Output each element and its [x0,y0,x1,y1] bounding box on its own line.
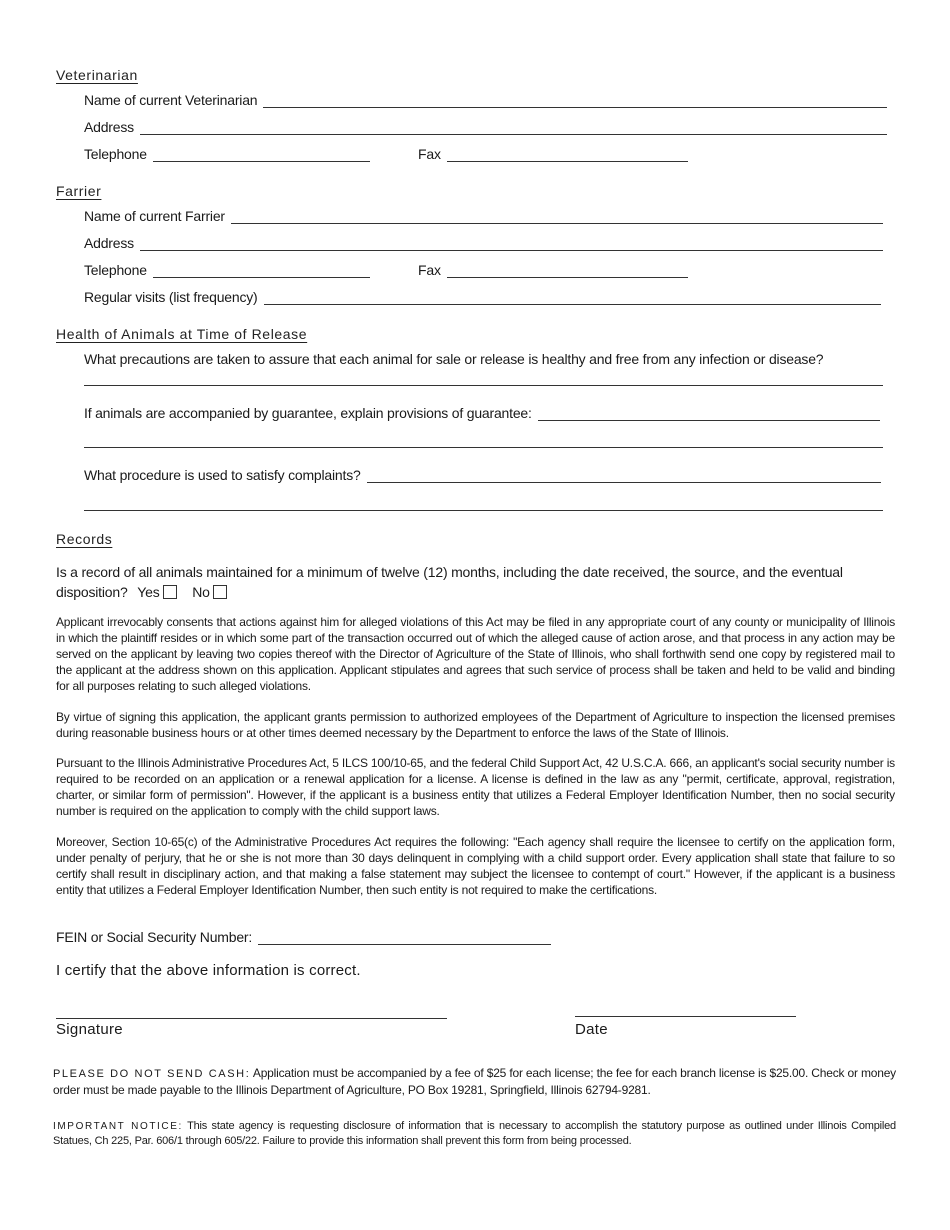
consent-paragraph: Applicant irrevocably consents that actions against him for alleged violations of this Act may be filed in any appropriate court of any county or municipality of Illinois in which the plaintiff resides or in which some part of the transaction occurred out of which the alleged cause of action arose, and that process in any action may be served on the applicant by leaving two copies thereof with the Director of Agriculture of the State of Illinois, who shall forthwith send one copy by registered mail to the applicant at the address shown on this application. Applicant stipulates and agrees that such service of process shall be taken and held to be valid and binding for all purposes relating to such alleged violations. [56,615,895,693]
farrier-visits-field[interactable] [84,289,881,305]
important-notice [53,1119,896,1149]
fein-ssn-label: FEIN or Social Security Number: [56,929,253,945]
health-guarantee-field[interactable] [84,405,880,421]
records-yes-checkbox[interactable] [163,585,177,599]
veterinarian-name-field[interactable] [84,92,887,108]
veterinarian-fax-field[interactable] [418,146,688,162]
veterinarian-address-field[interactable] [84,119,887,135]
farrier-telephone-field[interactable] [84,262,370,278]
health-complaints-field[interactable] [84,467,881,483]
fein-ssn-field[interactable] [56,929,551,945]
farrier-fax-label: Fax [418,262,441,278]
section-10-65-paragraph: Moreover, Section 10-65(c) of the Administrative Procedures Act requires the following: "Each agency shall require the licensee to certify on the application form, under penalty of perjury, that he or she is not more than 30 days delinquent in complying with a child support order. Every application shall state that failure to so certify shall result in disciplinary action, and that making a false statement may subject the licensee to contempt of court." However, if the applicant is a business entity that utilizes a Federal Employer Identification Number, then such entity is not required to make the certifications. [56,835,895,897]
ssn-act-paragraph: Pursuant to the Illinois Administrative Procedures Act, 5 ILCS 100/10-65, and the federal Child Support Act, 42 U.S.C.A. 666, an applicant's social security number is required to be recorded on an application or a renewal application for a license. A license is defined in the law as any "permit, certificate, approval, registration, charter, or similar form of permission". However, if the applicant is a business entity that utilizes a Federal Employer Identification Number, then no social security number is required on the application to comply with the child support laws. [56,756,895,818]
farrier-name-label: Name of current Farrier [84,208,225,224]
date-line[interactable] [575,1016,796,1017]
veterinarian-fax-label: Fax [418,146,441,162]
cash-notice [53,1065,896,1098]
farrier-address-label: Address [84,235,134,251]
veterinarian-name-label: Name of current Veterinarian [84,92,258,108]
health-answer-guarantee-line[interactable] [84,447,883,448]
health-question-complaints: What procedure is used to satisfy complaints? [84,467,361,483]
veterinarian-address-label: Address [84,119,134,135]
certify-statement: I certify that the above information is correct. [56,962,361,979]
signature-line[interactable] [56,1018,447,1019]
records-no-label: No [192,584,210,600]
veterinarian-telephone-label: Telephone [84,146,147,162]
farrier-address-field[interactable] [84,235,883,251]
records-yes-label: Yes [137,584,160,600]
farrier-heading: Farrier [56,183,102,199]
records-question [56,562,886,602]
date-label: Date [575,1021,608,1038]
permission-paragraph: By virtue of signing this application, the applicant grants permission to authorized employees of the Department of Agriculture to inspection the licensed premises during reasonable business hours or at other times deemed necessary by the Department to enforce the laws of the State of Illinois. [56,710,895,740]
farrier-telephone-label: Telephone [84,262,147,278]
health-heading: Health of Animals at Time of Release [56,326,308,342]
health-answer-complaints-line[interactable] [84,510,883,511]
cash-notice-lead: PLEASE DO NOT SEND CASH: [53,1068,251,1080]
veterinarian-heading: Veterinarian [56,67,138,83]
farrier-fax-field[interactable] [418,262,688,278]
cash-notice-text: Application must be accompanied by a fee of $25 for each license; the fee for each branch license is $25.00. Check or money order must be made payable to the Illinois Department of Agriculture, PO Box 19281, Springfield, Illinois 62794-9281. [53,1066,896,1097]
farrier-name-field[interactable] [84,208,883,224]
records-no-checkbox[interactable] [213,585,227,599]
records-heading: Records [56,531,113,547]
important-notice-lead: IMPORTANT NOTICE: [53,1121,183,1132]
signature-label: Signature [56,1021,123,1038]
health-answer-precautions-line[interactable] [84,385,883,386]
farrier-visits-label: Regular visits (list frequency) [84,289,258,305]
health-question-precautions: What precautions are taken to assure that each animal for sale or release is healthy and free from any infection or disease? [84,351,824,367]
health-question-guarantee: If animals are accompanied by guarantee, explain provisions of guarantee: [84,405,532,421]
important-notice-text: This state agency is requesting disclosure of information that is necessary to accomplish the statutory purpose as outlined under Illinois Compiled Statues, Ch 225, Par. 606/1 through 605/22. Failure to provide this information shall prevent this form from being processed. [53,1120,896,1147]
records-question-text: Is a record of all animals maintained for a minimum of twelve (12) months, including the date received, the source, and the eventual disposition? [56,564,843,600]
veterinarian-telephone-field[interactable] [84,146,370,162]
